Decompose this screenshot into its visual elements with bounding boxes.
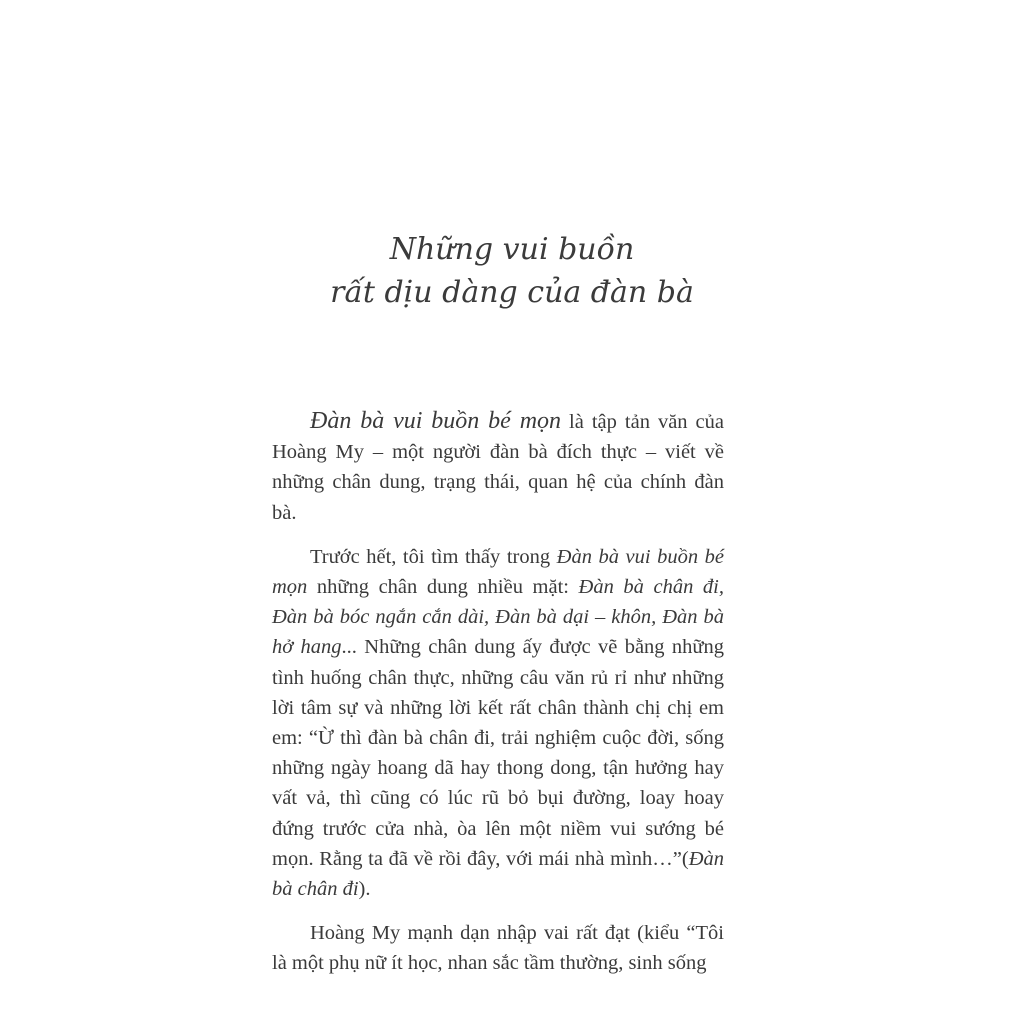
paragraph-2 [272,542,724,904]
paragraph-text: những chân dung nhiều mặt: [307,576,579,599]
chapter-name-italic: Đàn bà chân đi [272,847,724,901]
paragraph-text: ). [358,878,371,901]
book-title-italic: Đàn bà vui buồn bé mọn [272,545,724,599]
body-text [272,406,724,979]
paragraph-1 [272,406,724,528]
paragraph-text: Trước hết, tôi tìm thấy trong [310,545,557,568]
chapter-title [270,228,754,314]
paragraph-text: Hoàng My mạnh dạn nhập vai rất đạt (kiểu “Tôi là một phụ nữ ít học, nhan sắc tầm thường, sinh sống [272,922,724,975]
chapter-list-italic: Đàn bà chân đi, Đàn bà bóc ngắn cắn dài, Đàn bà dại – khôn, Đàn bà hở hang [272,576,724,659]
chapter-title-line-1: Những vui buồn [389,232,635,267]
paragraph-3 [272,918,724,978]
paragraph-text: là tập tản văn của Hoàng My – một người đàn bà đích thực – viết về những chân dung, trạng thái, quan hệ của chính đàn bà. [272,411,725,524]
paragraph-text: ... Những chân dung ấy được vẽ bằng những tình huống chân thực, những câu văn rủ rỉ như những lời tâm sự và những lời kết rất chân thành chị chị em em: “Ừ thì đàn bà chân đi, trải nghiệm cuộc đời, sống những ngày hoang dã hay thong dong, tận hưởng hay vất vả, thì cũng có lúc rũ bỏ bụi đường, loay hoay đứng trước cửa nhà, òa lên một niềm vui sướng bé mọn. Rằng ta đã về rồi đây, với mái nhà mình…”( [272,636,724,870]
book-title-italic: Đàn bà vui buồn bé mọn [310,408,562,434]
chapter-title-line-2: rất dịu dàng của đàn bà [330,275,694,310]
